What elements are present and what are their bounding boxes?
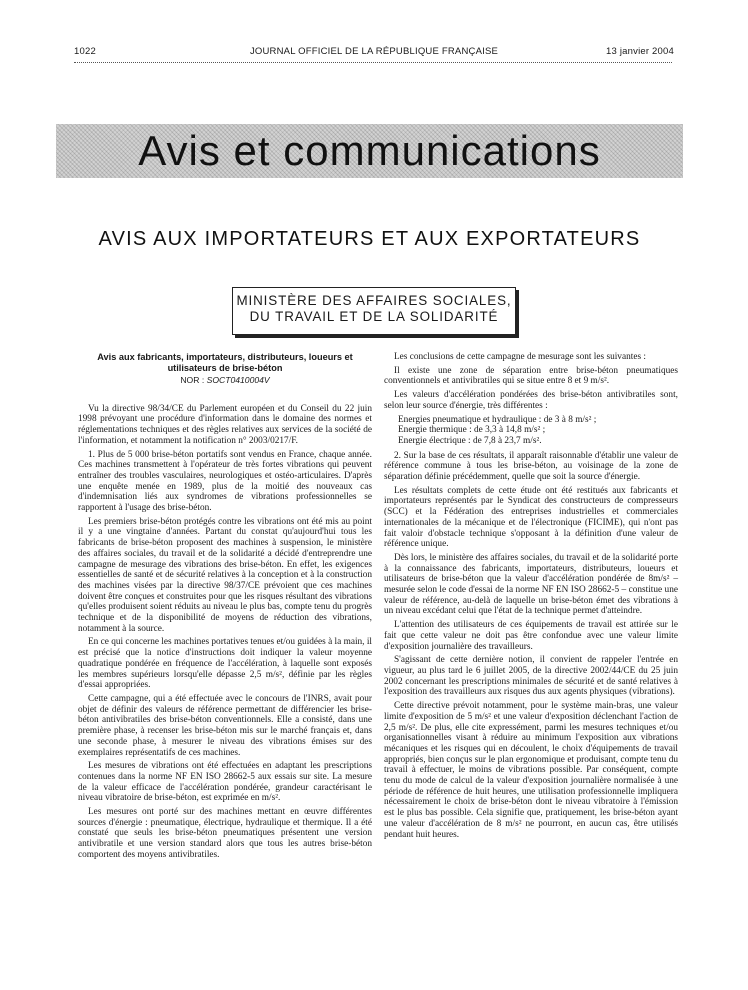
paragraph: Les résultats complets de cette étude ont été restitués aux fabricants et importateurs représentés par le Syndicat des constructeurs de compresseurs (SCC) et la Fédération des entreprises industrielles et commerciales internationales de la mécanique et de l'électronique (FICIME), qui n'ont pas fait valoir d'obstacle technique s'opposant à la définition d'une valeur de référence unique. bbox=[384, 485, 678, 550]
energy-value-line: Energie thermique : de 3,3 à 14,8 m/s² ; bbox=[398, 425, 546, 436]
paragraph: Il existe une zone de séparation entre brise-béton pneumatiques conventionnels et antivibratiles qui se situe entre 8 et 9 m/s². bbox=[384, 365, 678, 387]
section-banner bbox=[56, 124, 683, 178]
journal-title: JOURNAL OFFICIEL DE LA RÉPUBLIQUE FRANÇAISE bbox=[249, 46, 499, 57]
paragraph: L'attention des utilisateurs de ces équipements de travail est attirée sur le fait que cette valeur ne doit pas être confondue avec une valeur limite d'exposition journalière des travailleurs. bbox=[384, 620, 678, 652]
paragraph: Dès lors, le ministère des affaires sociales, du travail et de la solidarité porte à la connaissance des fabricants, importateurs, distributeurs, loueurs et utilisateurs de brise-béton que la valeur d'accélération pondérée de 8m/s² – mesurée selon le code d'essai de la norme NF EN ISO 28662-5 – constitue une valeur de référence, au-delà de laquelle un brise-béton émet des vibrations à un niveau excédant celui que l'état de la technique permet d'atteindre. bbox=[384, 552, 678, 617]
energy-values-list bbox=[398, 415, 678, 447]
page-number: 1022 bbox=[74, 46, 96, 57]
paragraph: Les conclusions de cette campagne de mesurage sont les suivantes : bbox=[394, 352, 646, 362]
paragraph: Les mesures ont porté sur des machines mettant en œuvre différentes sources d'énergie : pneumatique, électrique, hydraulique et thermique. Il a été constaté que seuls les brise-béton pneumatiques présentent une version antivibratile et une version standard alors que tous les autres brise-béton comportent des moyens antivibratiles. bbox=[78, 807, 372, 860]
paragraph: Les premiers brise-béton protégés contre les vibrations ont été mis au point il y a une vingtaine d'années. Partant du constat qu'aujourd'hui tous les fabricants de brise-béton proposent des machines à suspension, le ministère des affaires sociales, du travail et de la solidarité a décidé d'entreprendre une campagne de mesurage des vibrations des brise-béton. En effet, les exigences essentielles de santé et de sécurité relatives à la conception et à la construction des machines visées par la directive 98/37/CE prévoient que ces machines doivent être conçues et construites pour que les risques résultant des vibrations qu'elles produisent soient réduits au niveau le plus bas, compte tenu du progrès technique et de la disponibilité de moyens de réduction des vibrations, notamment à la source. bbox=[78, 516, 372, 634]
paragraph: Les mesures de vibrations ont été effectuées en adaptant les prescriptions contenues dans la norme NF EN ISO 28662-5 aux essais sur site. La mesure de la valeur efficace de l'accélération pondérée, grandeur caractérisant le niveau vibratoire de brise-béton, est exprimée en m/s². bbox=[78, 761, 372, 804]
ministry-line-2: DU TRAVAIL ET DE LA SOLIDARITÉ bbox=[249, 309, 499, 324]
paragraph: Cette directive prévoit notamment, pour le système main-bras, une valeur limite d'exposition de 5 m/s² et une valeur d'exposition déclenchant l'action de 2,5 m/s². De plus, elle cite expressément, parmi les mesures techniques et/ou organisationnelles visant à réduire au minimum l'exposition aux vibrations mécaniques et les risques qui en découlent, le choix d'équipements de travail appropriés, bien conçus sur le plan ergonomique et produisant, compte tenu du travail à effectuer, le moins de vibrations possible. Par conséquent, compte tenu du mode de calcul de la valeur d'exposition journalière normalisée à une période de référence de huit heures, une utilisation professionnelle impliquera nécessairement le choix de brise-béton dont le niveau vibratoire à l'émission est le plus bas possible. Cela signifie que, pratiquement, les brise-béton ayant une valeur d'accélération de 8 m/s² ne pourront, en aucun cas, être utilisés pendant huit heures. bbox=[384, 701, 678, 840]
header-rule bbox=[74, 62, 672, 63]
paragraph: En ce qui concerne les machines portatives tenues et/ou guidées à la main, il est précisé que la notice d'instructions doit indiquer la valeur moyenne quadratique pondérée en fréquence de l'accélération, à laquelle sont exposés les membres supérieurs lorsqu'elle dépasse 2,5 m/s², définie par les règles d'essai appropriées. bbox=[78, 637, 372, 691]
paragraph: S'agissant de cette dernière notion, il convient de rappeler l'entrée en vigueur, au plus tard le 6 juillet 2005, de la directive 2002/44/CE du 25 juin 2002 concernant les prescriptions minimales de sécurité et de santé relatives à l'exposition des travailleurs aux risques dus aux agents physiques (vibrations). bbox=[384, 655, 678, 698]
paragraph: Cette campagne, qui a été effectuée avec le concours de l'INRS, avait pour objet de définir des valeurs de référence permettant de différencier les brise-béton antivibratiles des brise-béton conventionnels. Elle a consisté, dans une première phase, à recenser les brise-béton mis sur le marché français et, dans une seconde phase, à mesurer le niveau des vibrations émises sur des exemplaires représentatifs de ces machines. bbox=[78, 693, 372, 758]
page-header bbox=[74, 46, 674, 60]
paragraph: Vu la directive 98/34/CE du Parlement européen et du Conseil du 22 juin 1998 prévoyant une procédure d'information dans le domaine des normes et réglementations techniques et des règles relatives aux services de la société de l'information, et notamment la notification n° 2003/0217/F. bbox=[78, 403, 372, 446]
nor-reference bbox=[78, 375, 372, 386]
paragraph: 2. Sur la base de ces résultats, il apparaît raisonnable d'établir une valeur de référence commune à tous les brise-béton, au voisinage de la zone de séparation définie précédemment, quelle que soit la source d'énergie. bbox=[384, 450, 678, 483]
article-title: Avis aux fabricants, importateurs, distributeurs, loueurs et utilisateurs de brise-béton bbox=[97, 352, 353, 373]
paragraph: Les valeurs d'accélération pondérées des brise-béton antivibratiles sont, selon leur source d'énergie, très différentes : bbox=[384, 390, 678, 411]
nor-code: SOCT0410004V bbox=[206, 375, 270, 385]
ministry-box bbox=[232, 287, 516, 335]
publication-date: 13 janvier 2004 bbox=[606, 46, 674, 57]
left-column bbox=[78, 352, 372, 864]
ministry-line-1: MINISTÈRE DES AFFAIRES SOCIALES, bbox=[236, 293, 512, 308]
banner-title: Avis et communications bbox=[138, 127, 601, 174]
energy-value-line: Energies pneumatique et hydraulique : de 3 à 8 m/s² ; bbox=[398, 414, 597, 425]
section-title: AVIS AUX IMPORTATEURS ET AUX EXPORTATEURS bbox=[98, 228, 641, 250]
paragraph: 1. Plus de 5 000 brise-béton portatifs sont vendus en France, chaque année. Ces machines transmettent à l'opérateur de très fortes vibrations qui peuvent entraîner des troubles vasculaires, neurologiques et ostéo-articulaires. D'après une enquête menée en 1989, plus de la moitié des nouveaux cas d'indemnisation liés aux syndromes de vibrations professionnelles se rapportent à l'usage des brise-béton. bbox=[78, 449, 372, 514]
energy-value-line: Energie électrique : de 7,8 à 23,7 m/s². bbox=[398, 435, 542, 446]
nor-label: NOR : bbox=[180, 375, 205, 385]
right-column bbox=[384, 352, 678, 843]
